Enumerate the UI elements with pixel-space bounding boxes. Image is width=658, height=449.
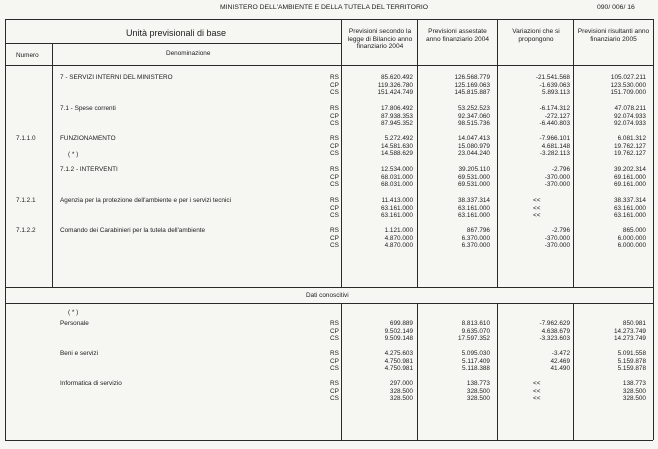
value-risultanti-2005: 5.159.878 xyxy=(617,357,646,365)
value-risultanti-2005: 38.337.314 xyxy=(614,197,646,204)
value-risultanti-2005: 850.981 xyxy=(622,320,646,327)
row-denominazione: 7 - SERVIZI INTERNI DEL MINISTERO xyxy=(60,74,173,81)
col-header-denominazione: Denominazione xyxy=(166,50,211,57)
col-num3-divider-top xyxy=(497,19,498,287)
table-bottom-border xyxy=(5,440,653,441)
amount-type: CS xyxy=(330,395,339,403)
value-assestate-2004: 53.252.523 xyxy=(458,105,490,112)
value-variazioni: -3.472 xyxy=(551,350,570,357)
col-num4-divider-bottom xyxy=(573,303,574,440)
value-risultanti-2005: 63.161.000 xyxy=(614,212,646,220)
value-variazioni: << xyxy=(533,395,541,403)
section-title: Unità previsionali di base xyxy=(126,28,227,38)
dati-top-border xyxy=(5,287,653,288)
value-risultanti-2005: 5.159.878 xyxy=(617,365,646,373)
value-assestate-2004: 5.117.409 xyxy=(462,357,490,365)
value-risultanti-2005: 138.773 xyxy=(622,380,646,387)
amount-type: RS xyxy=(330,380,339,387)
value-variazioni: -7.962.629 xyxy=(539,320,570,327)
table-top-border xyxy=(5,19,653,20)
value-previsioni-2004: 9.509.148 xyxy=(384,335,413,343)
amount-type: CP xyxy=(330,234,339,242)
amount-type: CP xyxy=(330,142,339,150)
value-assestate-2004: 9.635.070 xyxy=(461,327,490,335)
value-variazioni: -1.639.063 xyxy=(539,81,570,89)
value-previsioni-2004: 151.424.749 xyxy=(377,89,413,97)
value-previsioni-2004: 87.938.353 xyxy=(381,112,413,120)
amount-type: RS xyxy=(330,135,339,142)
value-variazioni: 4.681.148 xyxy=(541,142,570,150)
value-risultanti-2005: 6.000.000 xyxy=(617,234,646,242)
value-risultanti-2005: 5.091.558 xyxy=(617,350,646,357)
value-previsioni-2004: 87.945.352 xyxy=(381,120,413,128)
border-left xyxy=(5,19,6,440)
value-assestate-2004: 145.815.887 xyxy=(454,89,490,97)
amount-type: CP xyxy=(330,357,339,365)
value-assestate-2004: 125.169.063 xyxy=(454,81,490,89)
value-risultanti-2005: 92.074.933 xyxy=(614,120,646,128)
value-assestate-2004: 6.370.000 xyxy=(461,234,490,242)
value-previsioni-2004: 328.500 xyxy=(389,395,413,403)
value-risultanti-2005: 19.762.127 xyxy=(614,150,646,158)
value-variazioni: 4.638.679 xyxy=(541,327,570,335)
row-numero: 7.1.2.2 xyxy=(16,227,36,234)
value-risultanti-2005: 865.000 xyxy=(622,227,646,234)
value-previsioni-2004: 4.870.000 xyxy=(384,242,413,250)
dati-row-label: Informatica di servizio xyxy=(60,380,122,387)
value-risultanti-2005: 14.273.749 xyxy=(614,327,646,335)
col-num3-divider-bottom xyxy=(497,303,498,440)
value-previsioni-2004: 17.806.492 xyxy=(381,105,413,112)
col-num2-divider-top xyxy=(417,19,418,287)
value-assestate-2004: 14.047.413 xyxy=(458,135,490,142)
amount-type: CS xyxy=(330,120,339,128)
value-risultanti-2005: 92.074.933 xyxy=(614,112,646,120)
value-variazioni: -21.541.568 xyxy=(535,74,570,81)
col-numero-divider xyxy=(52,43,53,287)
value-variazioni: -2.796 xyxy=(551,166,570,173)
amount-type: CS xyxy=(330,242,339,250)
value-assestate-2004: 39.205.110 xyxy=(458,166,490,173)
row-denominazione: 7.1 - Spese correnti xyxy=(60,105,116,112)
amount-type: RS xyxy=(330,320,339,327)
value-assestate-2004: 5.095.030 xyxy=(461,350,490,357)
page-code: 090/ 006/ 16 xyxy=(597,4,635,11)
value-risultanti-2005: 123.530.000 xyxy=(610,81,646,89)
col-header-variazioni: Variazioni che si propongono xyxy=(512,28,560,43)
amount-type: CS xyxy=(330,89,339,97)
value-variazioni: -3.282.113 xyxy=(539,150,570,158)
value-assestate-2004: 63.161.000 xyxy=(458,204,490,212)
col-header-risultanti-2005: Previsioni risultanti anno finanziario 2005 xyxy=(577,28,650,43)
row-numero: 7.1.2.1 xyxy=(16,197,36,204)
value-risultanti-2005: 105.027.211 xyxy=(610,74,646,81)
value-assestate-2004: 138.773 xyxy=(466,380,490,387)
border-right xyxy=(653,19,654,440)
value-assestate-2004: 126.568.779 xyxy=(454,74,490,81)
value-risultanti-2005: 39.202.314 xyxy=(614,166,646,173)
value-variazioni: << xyxy=(533,387,541,395)
row-denominazione: Comando dei Carabinieri per la tutela dell'ambiente xyxy=(60,227,206,234)
value-previsioni-2004: 9.502.149 xyxy=(384,327,413,335)
value-risultanti-2005: 69.161.000 xyxy=(614,181,646,189)
value-risultanti-2005: 47.078.211 xyxy=(614,105,646,112)
footnote-marker: ( * ) xyxy=(68,309,79,316)
value-variazioni: -7.966.101 xyxy=(539,135,570,142)
value-assestate-2004: 69.531.000 xyxy=(458,173,490,181)
dati-row-label: Beni e servizi xyxy=(60,350,99,357)
value-previsioni-2004: 699.889 xyxy=(389,320,413,327)
value-variazioni: -370.000 xyxy=(544,234,570,242)
value-assestate-2004: 23.044.240 xyxy=(458,150,490,158)
value-risultanti-2005: 69.161.000 xyxy=(614,173,646,181)
value-risultanti-2005: 14.273.749 xyxy=(614,335,646,343)
value-assestate-2004: 328.500 xyxy=(466,387,490,395)
dati-conoscitivi-title: Dati conoscitivi xyxy=(306,292,349,299)
value-previsioni-2004: 4.750.981 xyxy=(384,357,413,365)
header-sub-border xyxy=(5,43,341,44)
value-assestate-2004: 38.337.314 xyxy=(458,197,490,204)
value-variazioni: 5.893.113 xyxy=(542,89,570,97)
value-previsioni-2004: 1.121.000 xyxy=(384,227,413,234)
value-assestate-2004: 92.347.060 xyxy=(458,112,490,120)
amount-type: RS xyxy=(330,350,339,357)
value-variazioni: << xyxy=(533,380,541,387)
value-previsioni-2004: 5.272.492 xyxy=(384,135,413,142)
row-numero: 7.1.1.0 xyxy=(16,135,36,142)
header-bottom-border xyxy=(5,65,653,66)
value-previsioni-2004: 119.326.780 xyxy=(377,81,413,89)
col-header-assestate-2004: Previsioni assestate anno finanziario 2004 xyxy=(425,28,490,43)
col-header-numero: Numero xyxy=(16,52,39,59)
value-variazioni: -6.174.312 xyxy=(539,105,570,112)
value-assestate-2004: 8.813.610 xyxy=(461,320,490,327)
value-previsioni-2004: 68.031.000 xyxy=(381,173,413,181)
col-num4-divider-top xyxy=(573,19,574,287)
value-assestate-2004: 17.597.352 xyxy=(458,335,490,343)
amount-type: CP xyxy=(330,81,339,89)
value-previsioni-2004: 85.620.492 xyxy=(381,74,413,81)
value-risultanti-2005: 151.709.000 xyxy=(610,89,646,97)
amount-type: RS xyxy=(330,227,339,234)
col-header-previsioni-2004: Previsioni secondo la legge di Bilancio anno finanziario 2004 xyxy=(347,28,413,51)
value-risultanti-2005: 6.081.312 xyxy=(617,135,646,142)
amount-type: CP xyxy=(330,327,339,335)
row-denominazione: FUNZIONAMENTO xyxy=(60,135,116,142)
value-risultanti-2005: 328.500 xyxy=(622,387,646,395)
value-variazioni: << xyxy=(533,204,541,212)
value-previsioni-2004: 14.588.629 xyxy=(381,150,413,158)
value-assestate-2004: 867.796 xyxy=(466,227,490,234)
value-assestate-2004: 15.080.979 xyxy=(458,142,490,150)
amount-type: RS xyxy=(330,105,339,112)
value-variazioni: -370.000 xyxy=(544,242,570,250)
amount-type: CP xyxy=(330,112,339,120)
dati-bottom-border xyxy=(5,303,653,304)
dati-row-label: Personale xyxy=(60,320,89,327)
amount-type: CS xyxy=(330,181,339,189)
amount-type: RS xyxy=(330,74,339,81)
value-previsioni-2004: 328.500 xyxy=(389,387,413,395)
value-previsioni-2004: 4.870.000 xyxy=(384,234,413,242)
value-variazioni: -370.000 xyxy=(544,181,570,189)
value-previsioni-2004: 12.534.000 xyxy=(381,166,413,173)
value-risultanti-2005: 6.000.000 xyxy=(617,242,646,250)
amount-type: CS xyxy=(330,150,339,158)
value-assestate-2004: 328.500 xyxy=(466,395,490,403)
value-previsioni-2004: 4.275.603 xyxy=(384,350,413,357)
amount-type: CS xyxy=(330,212,339,220)
value-previsioni-2004: 4.750.981 xyxy=(384,365,413,373)
value-assestate-2004: 69.531.000 xyxy=(458,181,490,189)
value-variazioni: << xyxy=(533,197,541,204)
amount-type: CS xyxy=(330,335,339,343)
value-previsioni-2004: 63.161.000 xyxy=(381,212,413,220)
value-previsioni-2004: 63.161.000 xyxy=(381,204,413,212)
footnote-marker: ( * ) xyxy=(68,151,79,158)
amount-type: CP xyxy=(330,173,339,181)
amount-type: RS xyxy=(330,166,339,173)
value-previsioni-2004: 11.413.000 xyxy=(381,197,413,204)
value-variazioni: -272.127 xyxy=(544,112,570,120)
value-previsioni-2004: 297.000 xyxy=(389,380,413,387)
value-risultanti-2005: 19.762.127 xyxy=(614,142,646,150)
value-variazioni: -370.000 xyxy=(544,173,570,181)
amount-type: CP xyxy=(330,387,339,395)
value-variazioni: -3.323.603 xyxy=(539,335,570,343)
value-variazioni: 42.469 xyxy=(550,357,570,365)
value-assestate-2004: 5.118.388 xyxy=(462,365,490,373)
value-risultanti-2005: 328.500 xyxy=(622,395,646,403)
amount-type: CS xyxy=(330,365,339,373)
value-previsioni-2004: 68.031.000 xyxy=(381,181,413,189)
value-risultanti-2005: 63.161.000 xyxy=(614,204,646,212)
col-num2-divider-bottom xyxy=(417,303,418,440)
row-denominazione: 7.1.2 - INTERVENTI xyxy=(60,166,118,173)
value-previsioni-2004: 14.581.630 xyxy=(381,142,413,150)
value-assestate-2004: 6.370.000 xyxy=(461,242,490,250)
value-variazioni: 41.490 xyxy=(550,365,570,373)
value-variazioni: -6.440.803 xyxy=(539,120,570,128)
row-denominazione: Agenzia per la protezione dell'ambiente e per i servizi tecnici xyxy=(60,197,232,204)
amount-type: RS xyxy=(330,197,339,204)
value-assestate-2004: 63.161.000 xyxy=(458,212,490,220)
page-title: MINISTERO DELL'AMBIENTE E DELLA TUTELA DEL TERRITORIO xyxy=(220,4,429,11)
value-variazioni: << xyxy=(533,212,541,220)
amount-type: CP xyxy=(330,204,339,212)
value-assestate-2004: 98.515.736 xyxy=(458,120,490,128)
value-variazioni: -2.796 xyxy=(551,227,570,234)
